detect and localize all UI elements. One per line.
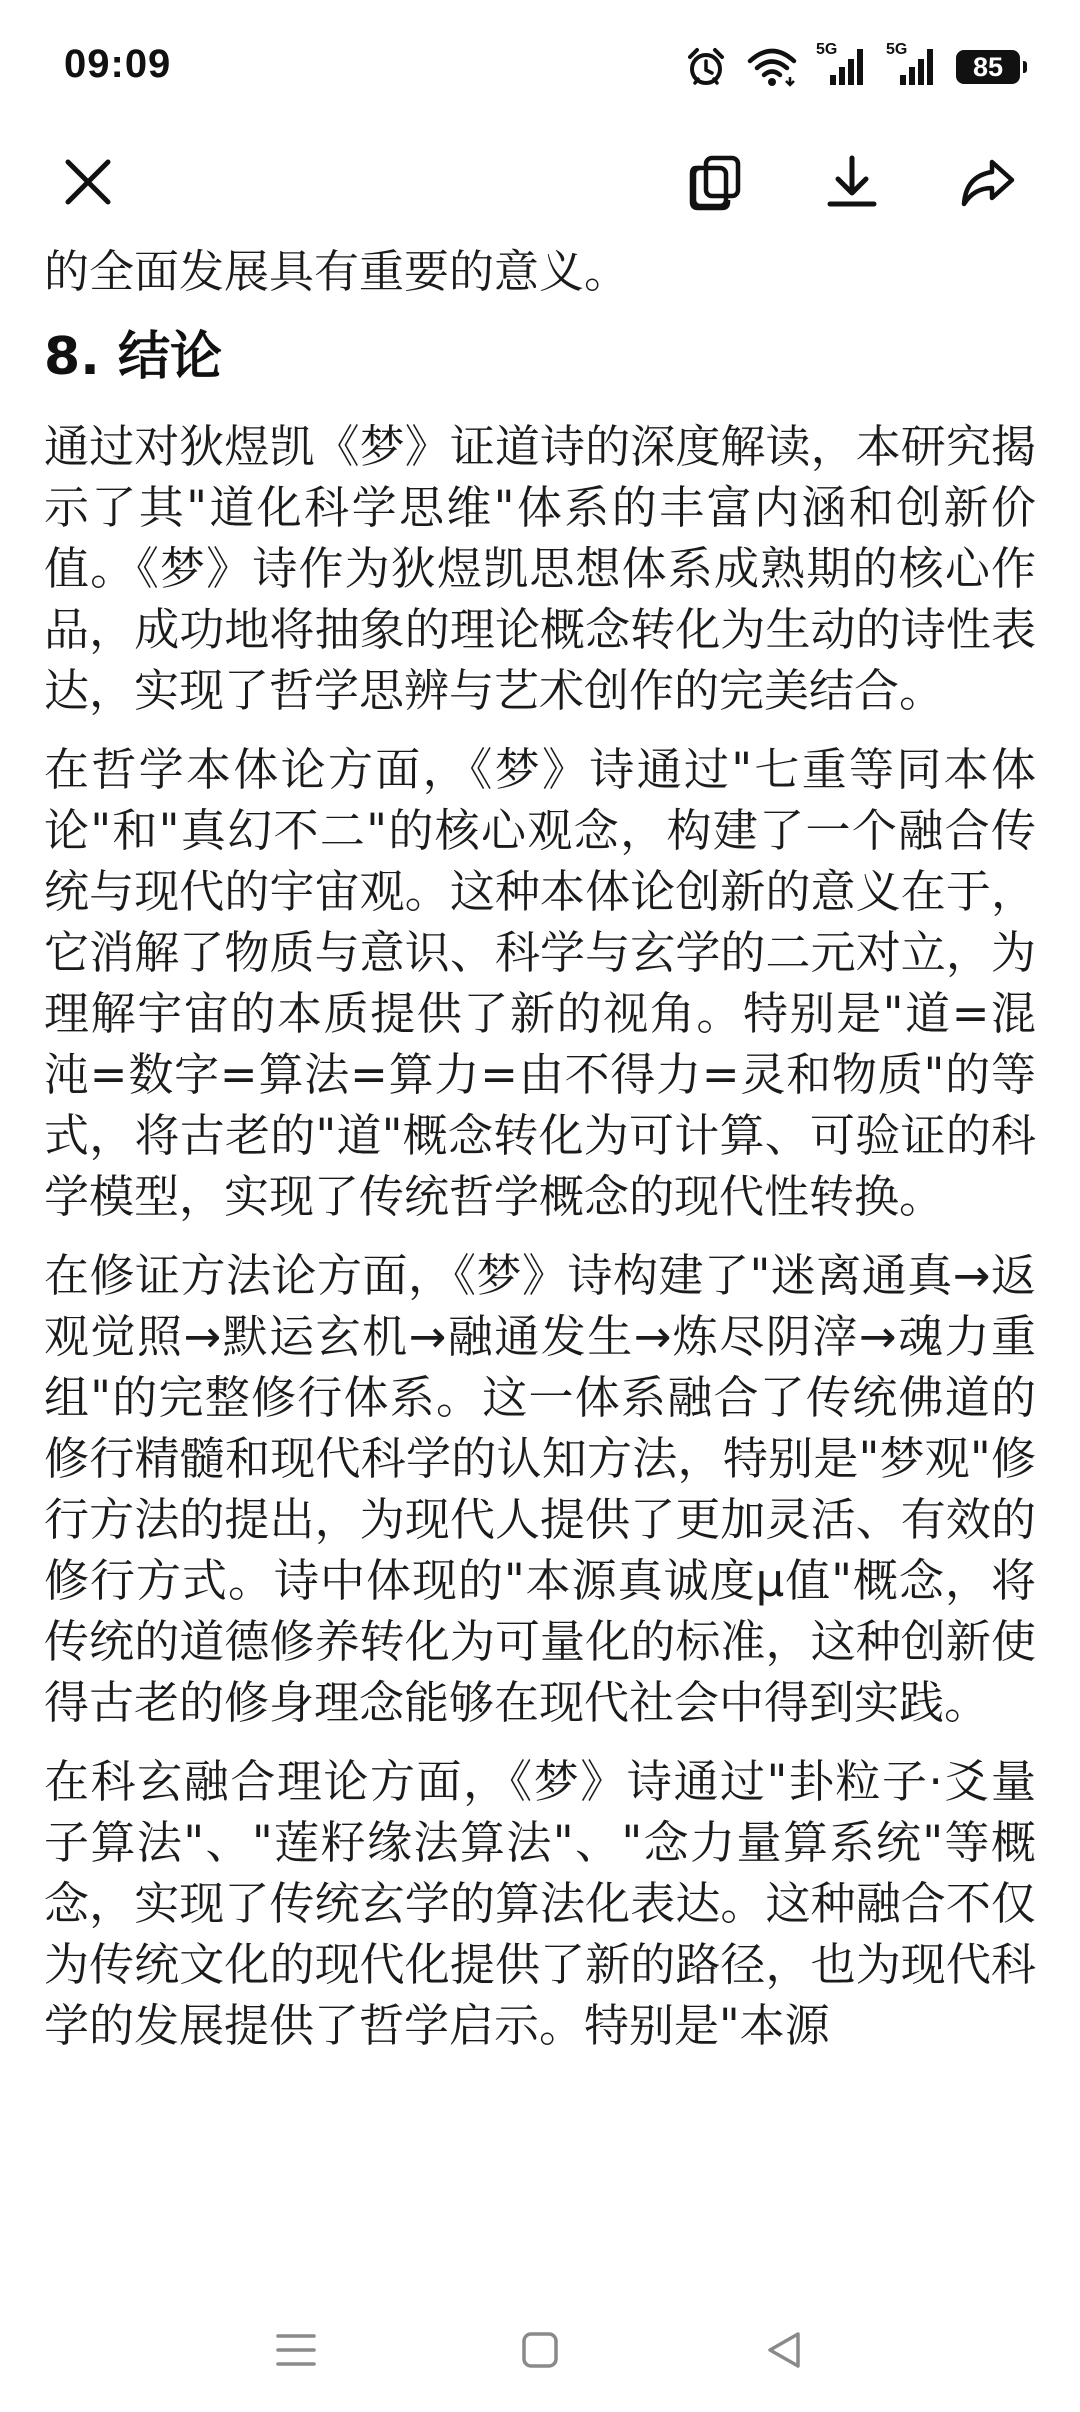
home-icon [520,2330,560,2374]
article-paragraph: 在哲学本体论方面，《梦》诗通过"七重等同本体论"和"真幻不二"的核心观念，构建了一个融合传统与现代的宇宙观。这种本体论创新的意义在于，它消解了物质与意识、科学与玄学的二元对立，为理解宇宙的本质提供了新的视角。特别是"道=混沌=数字=算法=算力=由不得力=灵和物质"的等式，将古老的"道"概念转化为可计算、可验证的科学模型，实现了传统哲学概念的现代性转换。 [44,743,1036,1223]
close-button[interactable] [48,144,128,224]
signal-5g-label: 5G [886,41,908,58]
article-paragraph: 在科玄融合理论方面，《梦》诗通过"卦粒子·爻量子算法"、"莲籽缘法算法"、"念力量算系统"等概念，实现了传统玄学的算法化表达。这种融合不仅为传统文化的现代化提供了新的路径，也为现代科学的发展提供了哲学启示。特别是"本源 [44,1755,1036,2052]
article-content [44,180,1036,2074]
viewer-toolbar [0,130,1080,238]
back-button[interactable] [754,2322,814,2382]
home-button[interactable] [510,2322,570,2382]
article-paragraph: 通过对狄煜凯《梦》证道诗的深度解读，本研究揭示了其"道化科学思维"体系的丰富内涵和创新价值。《梦》诗作为狄煜凯思想体系成熟期的核心作品，成功地将抽象的理论概念转化为生动的诗性表达，实现了哲学思辨与艺术创作的完美结合。 [44,420,1036,717]
alarm-icon [684,45,728,89]
wifi-icon [746,45,798,89]
menu-icon [274,2330,318,2374]
close-icon [60,154,116,214]
copy-icon [686,152,746,216]
status-bar [0,0,1080,130]
article-fragment-top: 的全面发展具有重要的意义。 [44,245,630,298]
download-button[interactable] [812,144,892,224]
system-nav-bar [0,2292,1080,2412]
article-paragraph: 在修证方法论方面，《梦》诗构建了"迷离通真→返观觉照→默运玄机→融通发生→炼尽阴滓→魂力重组"的完整修行体系。这一体系融合了传统佛道的修行精髓和现代科学的认知方法，特别是"梦观"修行方法的提出，为现代人提供了更加灵活、有效的修行方式。诗中体现的"本源真诚度μ值"概念，将传统的道德修养转化为可量化的标准，这种创新使得古老的修身理念能够在现代社会中得到实践。 [44,1249,1036,1729]
status-icons [684,42,1020,92]
menu-button[interactable] [266,2322,326,2382]
copy-button[interactable] [676,144,756,224]
signal-5g-label: 5G [816,41,838,58]
section-heading: 8. 结论 [44,327,223,387]
signal-5g-icon [816,41,868,89]
signal-5g-icon [886,41,938,89]
back-icon [764,2330,804,2374]
download-icon [822,152,882,216]
battery-icon [956,50,1020,84]
battery-level: 85 [972,51,1004,82]
status-time: 09:09 [64,42,172,86]
share-button[interactable] [948,144,1028,224]
share-icon [958,152,1018,216]
